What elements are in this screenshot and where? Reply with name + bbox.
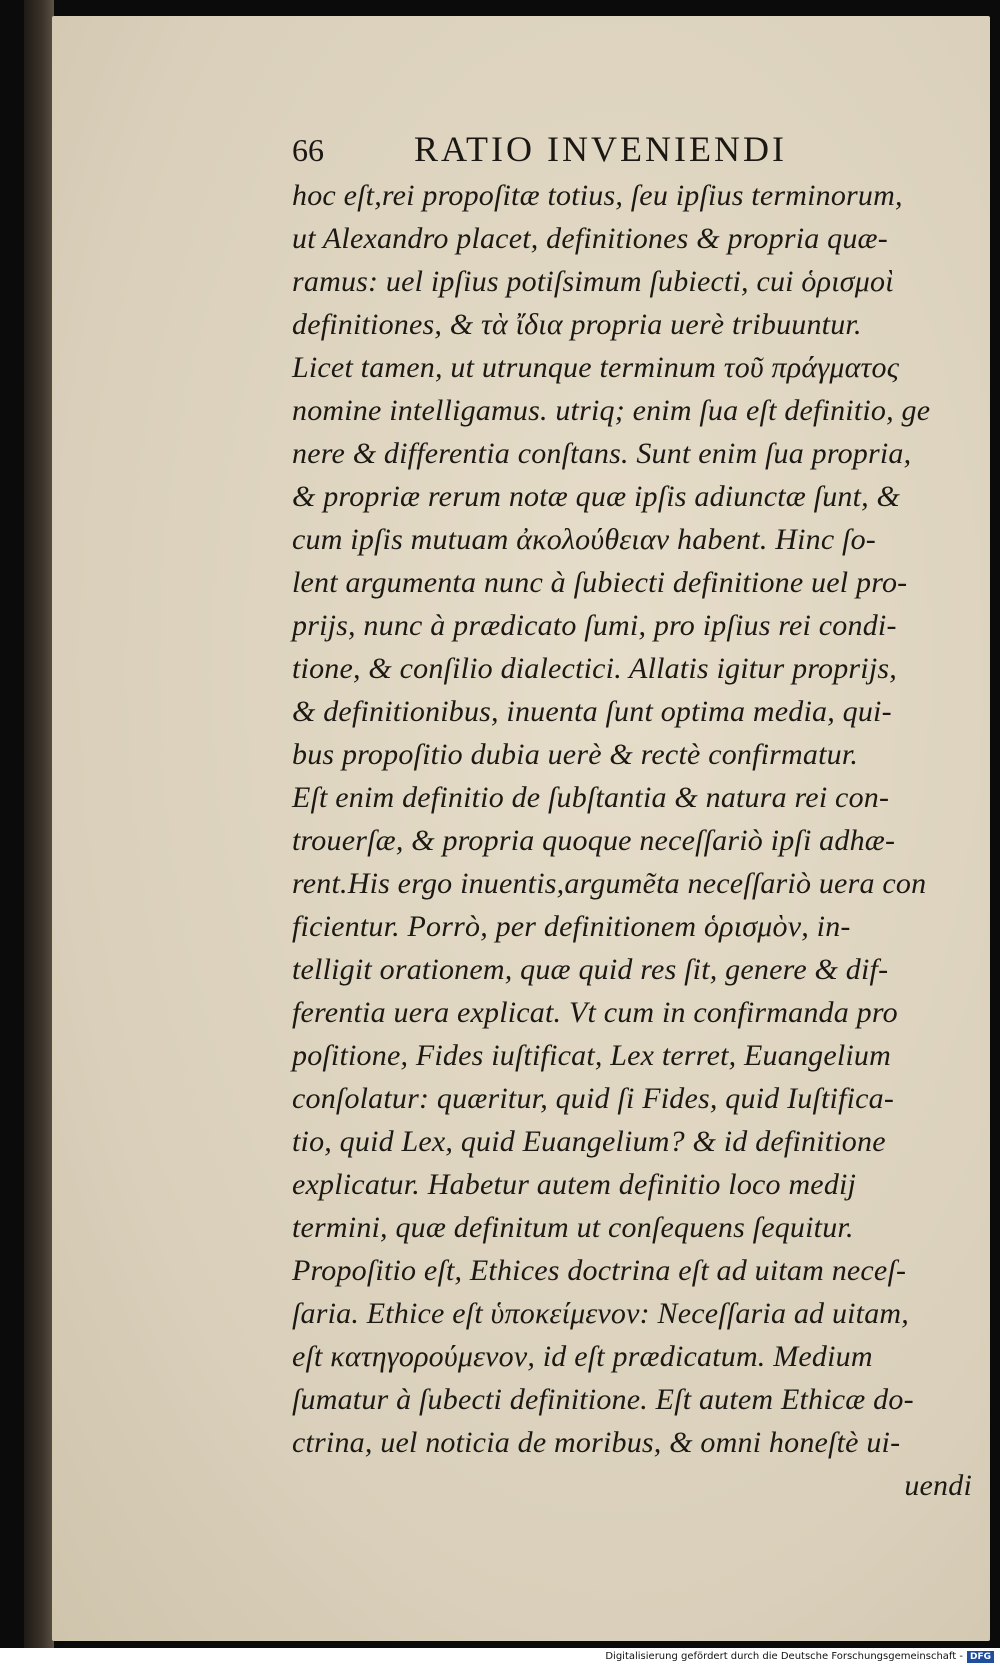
text-line: bus propoſitio dubia uerè & rectè confirmatur. [292,738,859,771]
text-line: ut Alexandro placet, definitiones & propria quæ- [292,222,888,255]
text-line: trouerſæ, & propria quoque neceſſariò ipſi adhæ- [292,824,896,857]
text-line: nere & differentia conſtans. Sunt enim ſua propria, [292,437,912,470]
text-line: ſaria. Ethice eſt ὑποκείμενον: Neceſſaria ad uitam, [292,1297,909,1330]
text-line: ferentia uera explicat. Vt cum in confirmanda pro [292,996,898,1029]
dfg-logo-icon[interactable]: DFG [967,1651,994,1663]
text-line: prijs, nunc à prædicato ſumi, pro ipſius rei condi- [292,609,897,642]
text-line: termini, quæ definitum ut conſequens ſequitur. [292,1211,854,1244]
text-line: lent argumenta nunc à ſubiecti definitione uel pro- [292,566,908,599]
text-line: hoc eſt,rei propoſitæ totius, ſeu ipſius terminorum, [292,179,903,212]
text-line: Licet tamen, ut utrunque terminum τοῦ πράγματος [292,351,900,384]
text-line: eſt κατηγορούμενον, id eſt prædicatum. Medium [292,1340,873,1373]
digitization-footer [0,1648,1000,1665]
running-title: RATIO INVENIENDI [414,129,787,169]
text-line: tio, quid Lex, quid Euangelium? & id definitione [292,1125,886,1158]
text-line: ramus: uel ipſius potiſsimum ſubiecti, cui ὁρισμοὶ [292,265,894,298]
text-line: telligit orationem, quæ quid res ſit, genere & dif- [292,953,889,986]
page-binding-edge [24,0,54,1648]
text-line: ficientur. Porrò, per definitionem ὁρισμὸν, in- [292,910,851,943]
catchword: uendi [904,1469,972,1502]
text-line: nomine intelligamus. utriq; enim ſua eſt definitio, ge [292,394,931,427]
text-line: explicatur. Habetur autem definitio loco medij [292,1168,857,1201]
text-line: tione, & conſilio dialectici. Allatis igitur proprijs, [292,652,897,685]
running-head [292,128,872,176]
text-line: ſumatur à ſubecti definitione. Eſt autem Ethicæ do- [292,1383,914,1416]
text-line: & definitionibus, inuenta ſunt optima media, qui- [292,695,892,728]
text-line: & propriæ rerum notæ quæ ipſis adiunctæ ſunt, & [292,480,901,513]
text-line: poſitione, Fides iuſtificat, Lex terret, Euangelium [292,1039,891,1072]
text-line: Eſt enim definitio de ſubſtantia & natura rei con- [292,781,890,814]
footer-credit: Digitalisierung gefördert durch die Deutsche Forschungsgemeinschaft - [605,1651,963,1662]
text-line: conſolatur: quæritur, quid ſi Fides, quid Iuſtifica- [292,1082,895,1115]
body-text [292,174,972,1507]
page-number: 66 [292,132,324,168]
text-line: rent.His ergo inuentis,argumẽta neceſſariò uera con [292,867,927,900]
text-line: definitiones, & τὰ ἴδια propria uerè tribuuntur. [292,308,862,341]
text-line: Propoſitio eſt, Ethices doctrina eſt ad uitam neceſ- [292,1254,907,1287]
text-line: ctrina, uel noticia de moribus, & omni honeſtè ui- [292,1426,901,1459]
text-line: cum ipſis mutuam ἀκολούθειαν habent. Hinc ſo- [292,523,876,556]
